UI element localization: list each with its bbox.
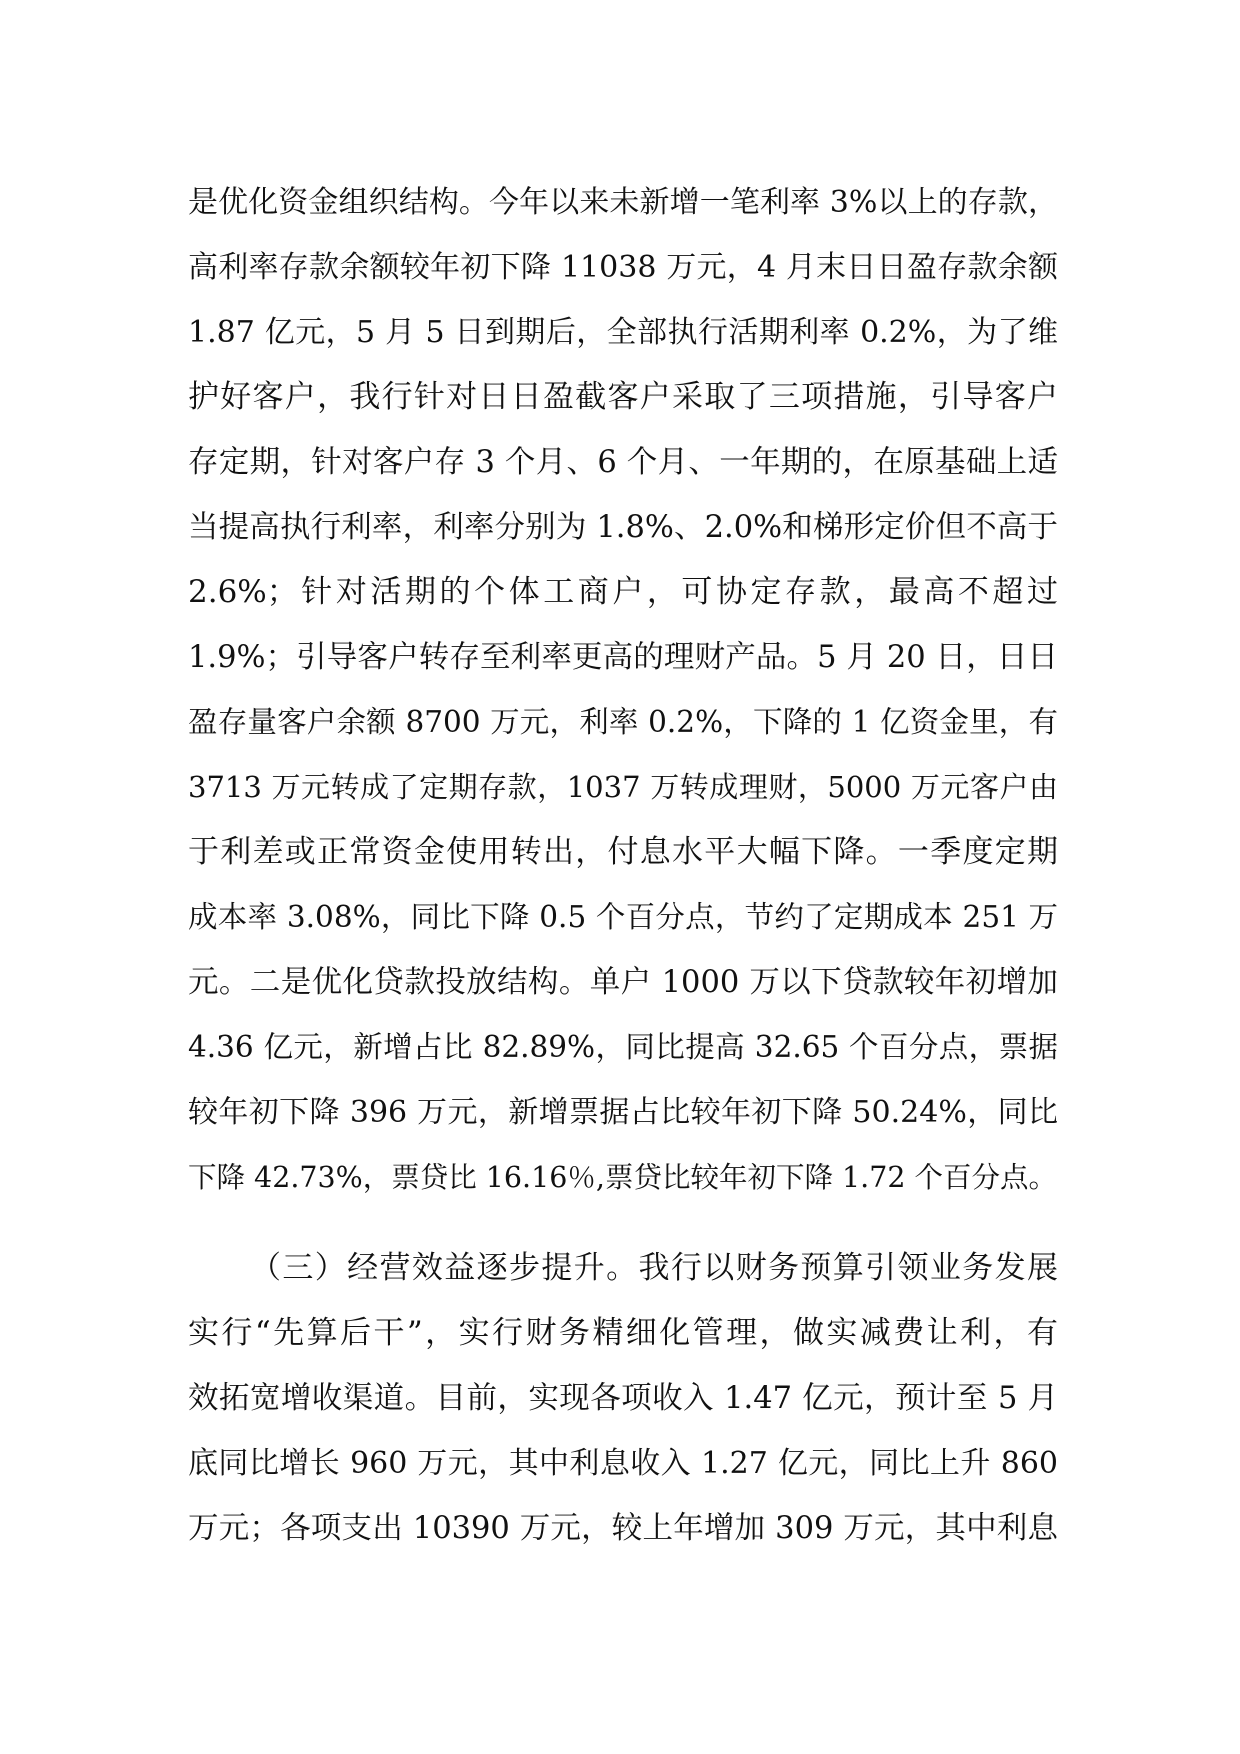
text-line: 2.6%；针对活期的个体工商户，可协定存款，最高不超过	[188, 574, 1058, 610]
text-line: （三）经营效益逐步提升。我行以财务预算引领业务发展	[250, 1250, 1058, 1286]
text-line: 1.9%；引导客户转存至利率更高的理财产品。5 月 20 日，日日	[188, 640, 1058, 675]
paragraph-operating-efficiency	[188, 1236, 1058, 1561]
text-line: 下降 42.73%，票贷比 16.16％,票贷比较年初下降 1.72 个百分点。	[188, 1161, 1058, 1194]
text-line: 4.36 亿元，新增占比 82.89%，同比提高 32.65 个百分点，票据	[188, 1030, 1058, 1064]
text-line: 是优化资金组织结构。今年以来未新增一笔利率 3%以上的存款，	[188, 185, 1058, 220]
text-line: 实行“先算后干”，实行财务精细化管理，做实减费让利，有	[188, 1315, 1058, 1351]
text-line: 于利差或正常资金使用转出，付息水平大幅下降。一季度定期	[188, 834, 1058, 870]
text-line: 万元；各项支出 10390 万元，较上年增加 309 万元，其中利息	[188, 1511, 1058, 1546]
text-line: 元。二是优化贷款投放结构。单户 1000 万以下贷款较年初增加	[188, 965, 1058, 1000]
text-line: 效拓宽增收渠道。目前，实现各项收入 1.47 亿元，预计至 5 月	[188, 1381, 1058, 1416]
text-line: 盈存量客户余额 8700 万元，利率 0.2%，下降的 1 亿资金里，有	[188, 705, 1058, 739]
text-line: 高利率存款余额较年初下降 11038 万元，4 月末日日盈存款余额	[188, 250, 1058, 285]
text-line: 1.87 亿元，5 月 5 日到期后，全部执行活期利率 0.2%，为了维	[188, 315, 1058, 350]
text-line: 底同比增长 960 万元，其中利息收入 1.27 亿元，同比上升 860	[188, 1446, 1058, 1481]
text-line: 3713 万元转成了定期存款，1037 万转成理财，5000 万元客户由	[188, 770, 1058, 804]
text-line: 成本率 3.08%，同比下降 0.5 个百分点，节约了定期成本 251 万	[188, 900, 1058, 934]
text-line: 护好客户，我行针对日日盈截客户采取了三项措施，引导客户	[188, 379, 1058, 415]
text-line: 当提高执行利率，利率分别为 1.8%、2.0%和梯形定价但不高于	[188, 510, 1058, 545]
paragraph-deposit-loan-structure	[188, 170, 1058, 1210]
text-line: 存定期，针对客户存 3 个月、6 个月、一年期的，在原基础上适	[188, 445, 1058, 480]
text-line: 较年初下降 396 万元，新增票据占比较年初下降 50.24%，同比	[188, 1095, 1058, 1130]
